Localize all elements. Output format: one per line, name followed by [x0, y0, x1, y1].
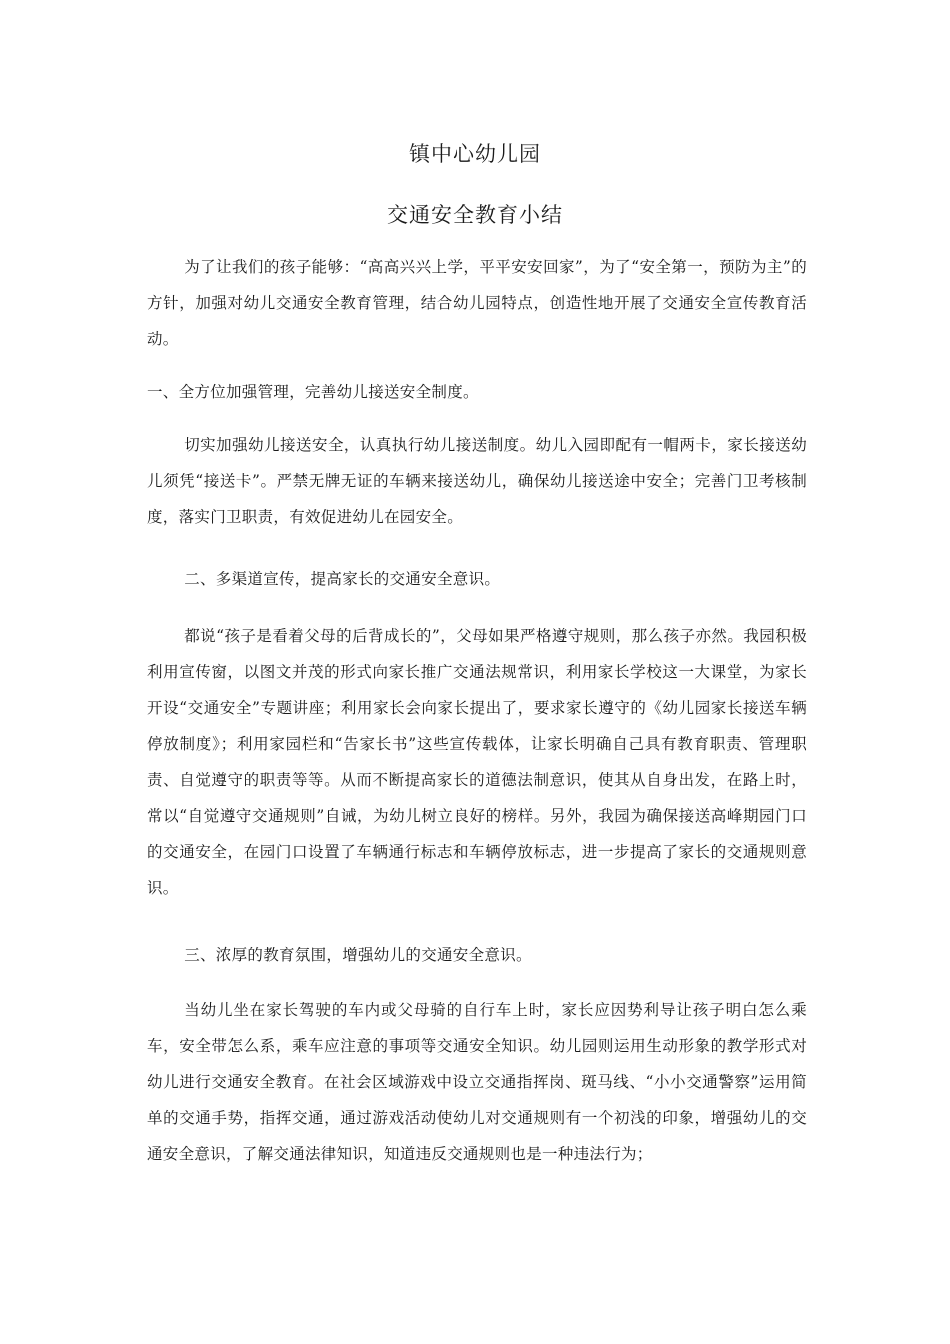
section-2-body: 都说“孩子是看着父母的后背成长的”，父母如果严格遵守规则，那么孩子亦然。我园积极利用宣传窗，以图文并茂的形式向家长推广交通法规常识，利用家长学校这一大课堂，为家长开设“交通安全”专题讲座；利用家长会向家长提出了，要求家长遵守的《幼儿园家长接送车辆停放制度》；利用家园栏和“告家长书”这些宣传载体，让家长明确自己具有教育职责、管理职责、自觉遵守的职责等等。从而不断提高家长的道德法制意识，使其从自身出发，在路上时，常以“自觉遵守交通规则”自诫，为幼儿树立良好的榜样。另外，我园为确保接送高峰期园门口的交通安全，在园门口设置了车辆通行标志和车辆停放标志，进一步提高了家长的交通规则意识。	[147, 627, 807, 897]
section-2-heading: 二、多渠道宣传，提高家长的交通安全意识。	[184, 570, 501, 588]
section-1-heading: 一、全方位加强管理，完善幼儿接送安全制度。	[147, 383, 479, 401]
section-3-body: 当幼儿坐在家长驾驶的车内或父母骑的自行车上时，家长应因势利导让孩子明白怎么乘车，安全带怎么系，乘车应注意的事项等交通安全知识。幼儿园则运用生动形象的教学形式对幼儿进行交通安全教育。在社会区域游戏中设立交通指挥岗、斑马线、“小小交通警察”运用简单的交通手势，指挥交通，通过游戏活动使幼儿对交通规则有一个初浅的印象，增强幼儿的交通安全意识，了解交通法律知识，知道违反交通规则也是一种违法行为；	[147, 1001, 807, 1163]
document-title-topic: 交通安全教育小结	[387, 203, 563, 227]
section-3-heading: 三、浓厚的教育氛围，增强幼儿的交通安全意识。	[184, 946, 532, 964]
section-1-body: 切实加强幼儿接送安全，认真执行幼儿接送制度。幼儿入园即配有一帽两卡，家长接送幼儿须凭“接送卡”。严禁无牌无证的车辆来接送幼儿，确保幼儿接送途中安全；完善门卫考核制度，落实门卫职责，有效促进幼儿在园安全。	[147, 436, 807, 526]
intro-paragraph: 为了让我们的孩子能够：“高高兴兴上学，平平安安回家”，为了“安全第一，预防为主”的方针，加强对幼儿交通安全教育管理，结合幼儿园特点，创造性地开展了交通安全宣传教育活动。	[147, 258, 807, 348]
document-title-school: 镇中心幼儿园	[409, 142, 541, 166]
